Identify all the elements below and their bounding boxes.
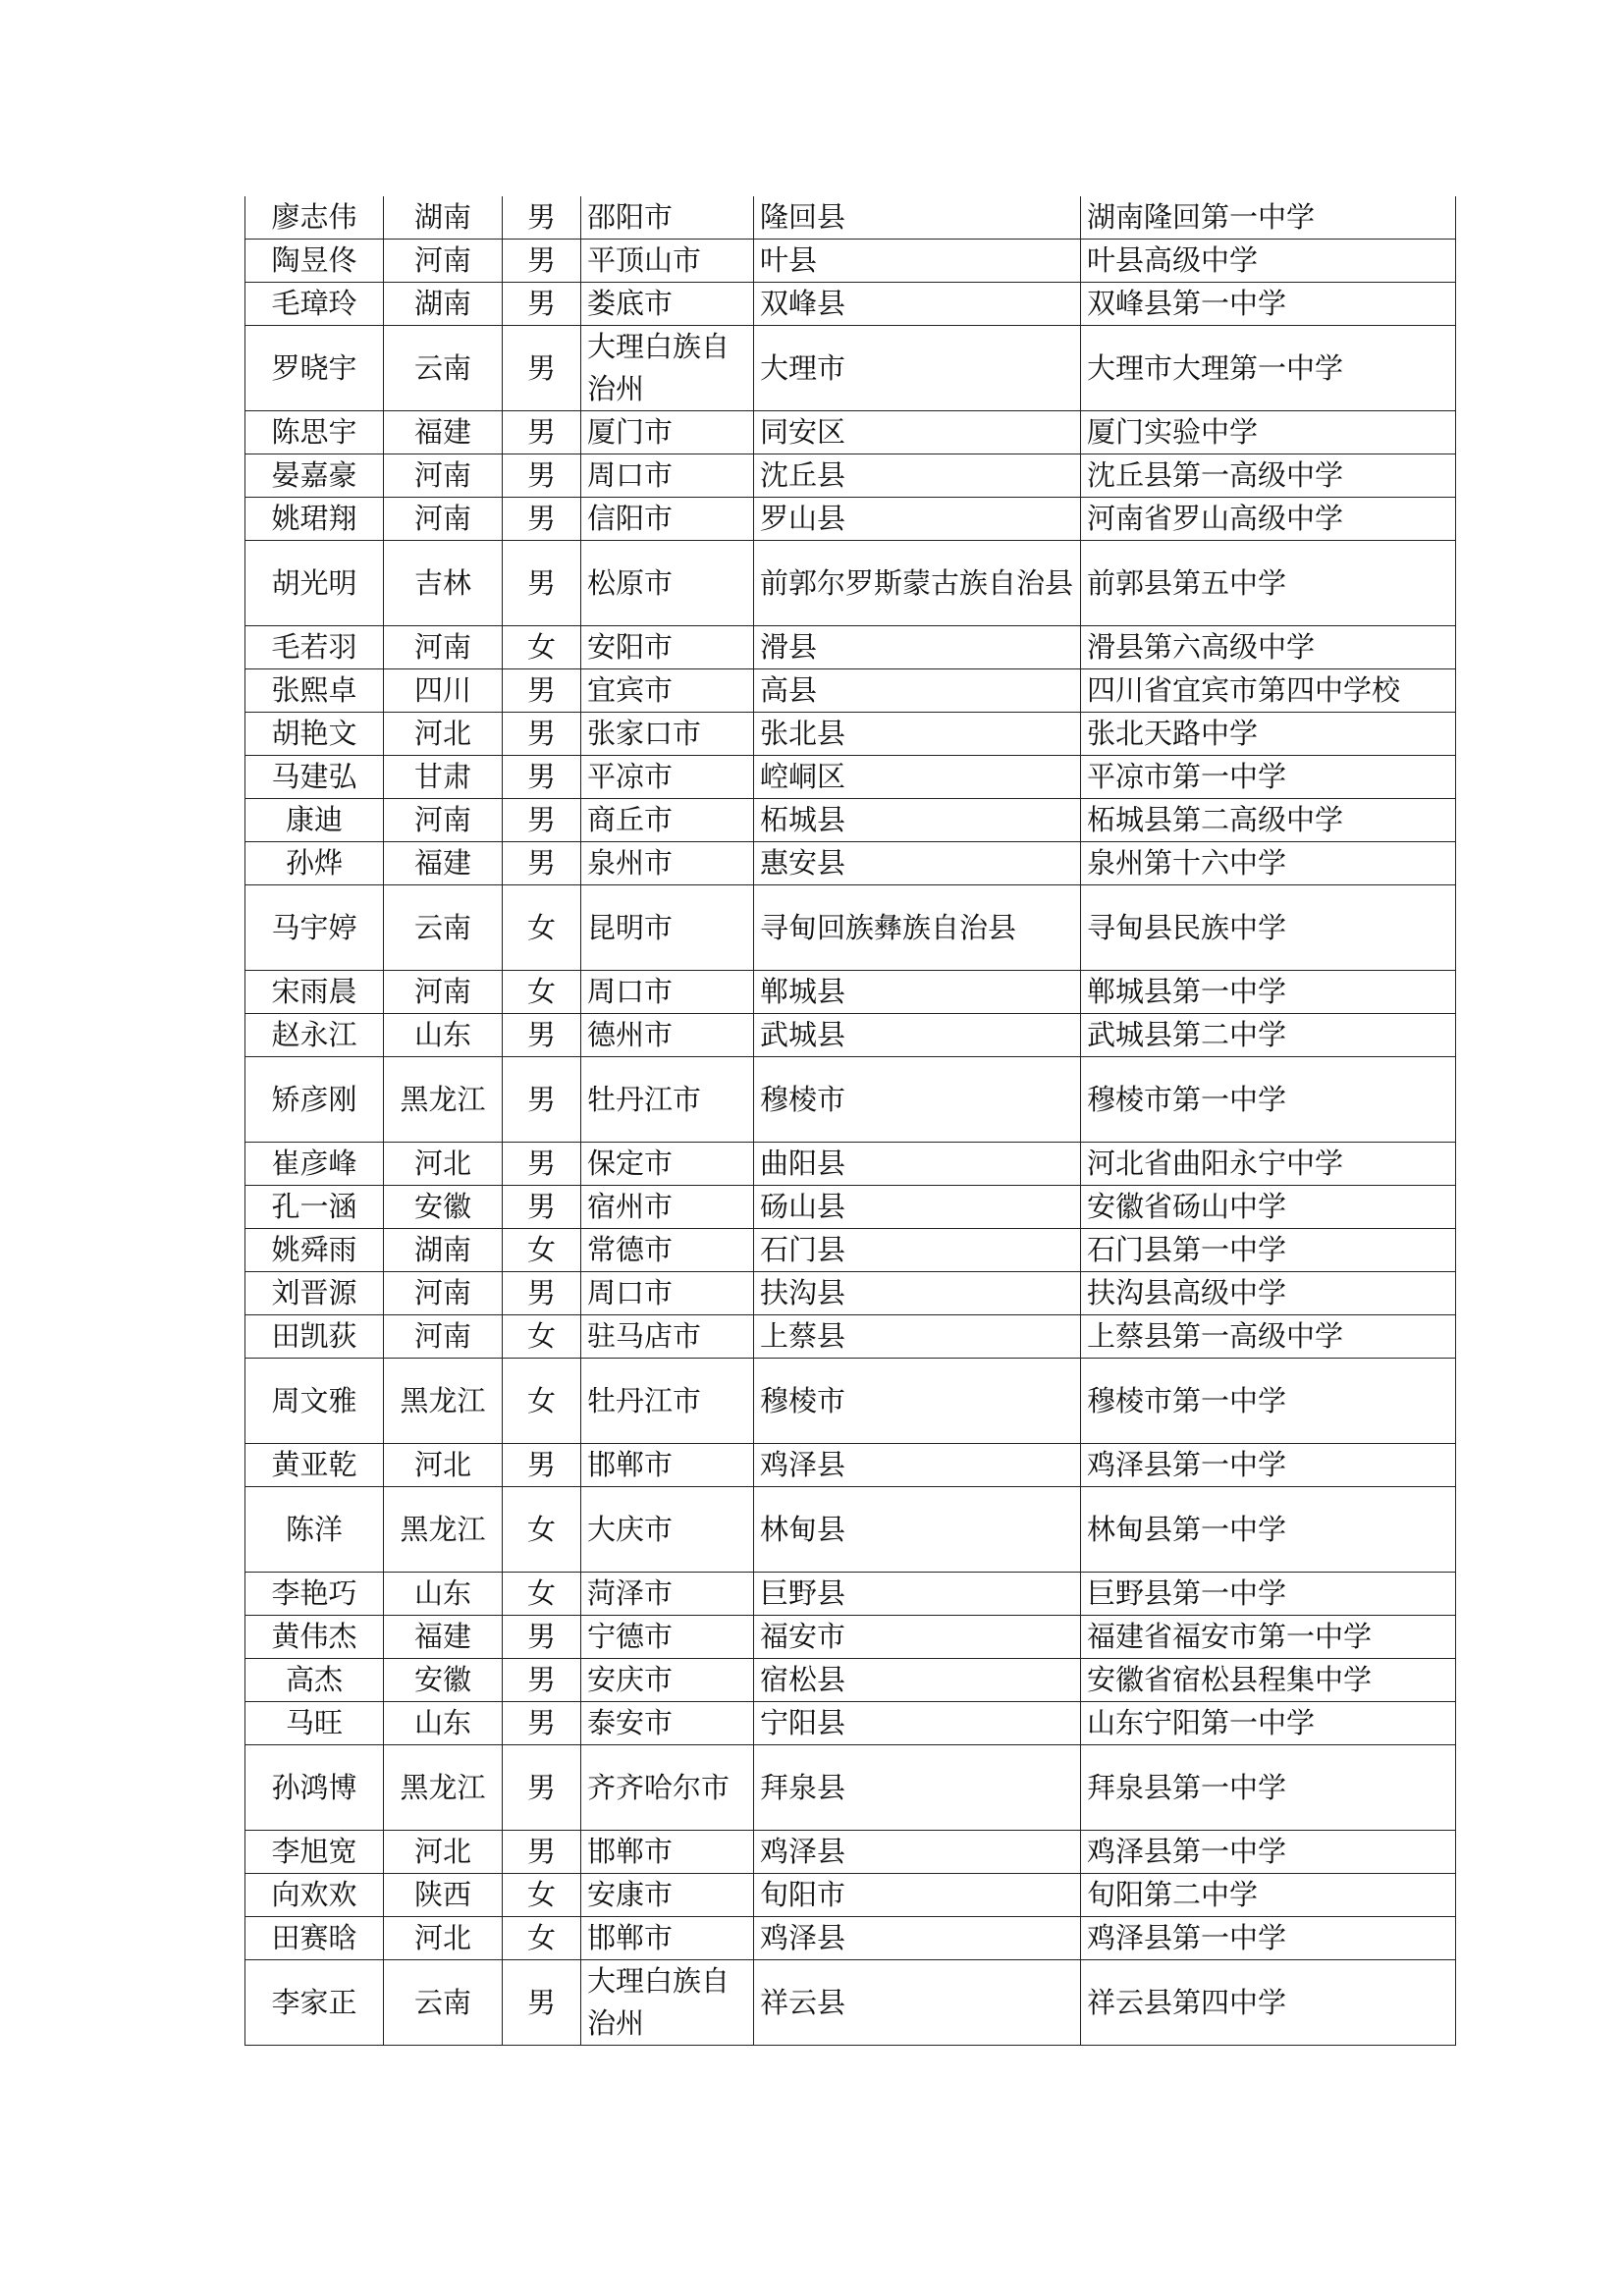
county-cell: 鸡泽县: [754, 1831, 1081, 1874]
city-cell: 宁德市: [581, 1616, 754, 1659]
gender-cell: 男: [503, 1659, 581, 1702]
name-cell: 陈洋: [245, 1487, 384, 1573]
school-cell: 拜泉县第一中学: [1081, 1745, 1456, 1831]
table-row: [245, 283, 1456, 326]
county-cell: 祥云县: [754, 1960, 1081, 2046]
province-cell: 黑龙江: [384, 1487, 503, 1573]
school-cell: 旬阳第二中学: [1081, 1874, 1456, 1917]
table-row: [245, 1917, 1456, 1960]
city-cell: 泰安市: [581, 1702, 754, 1745]
province-cell: 河北: [384, 1444, 503, 1487]
city-cell: 周口市: [581, 971, 754, 1014]
province-cell: 湖南: [384, 283, 503, 326]
county-cell: 寻甸回族彝族自治县: [754, 885, 1081, 971]
city-cell: 昆明市: [581, 885, 754, 971]
gender-cell: 女: [503, 1874, 581, 1917]
name-cell: 周文雅: [245, 1359, 384, 1444]
name-cell: 陶昱佟: [245, 240, 384, 283]
name-cell: 胡光明: [245, 541, 384, 626]
county-cell: 隆回县: [754, 196, 1081, 240]
city-cell: 牡丹江市: [581, 1359, 754, 1444]
table-row: [245, 1831, 1456, 1874]
table-row: [245, 1359, 1456, 1444]
name-cell: 马旺: [245, 1702, 384, 1745]
county-cell: 前郭尔罗斯蒙古族自治县: [754, 541, 1081, 626]
school-cell: 祥云县第四中学: [1081, 1960, 1456, 2046]
county-cell: 叶县: [754, 240, 1081, 283]
province-cell: 四川: [384, 669, 503, 713]
school-cell: 寻甸县民族中学: [1081, 885, 1456, 971]
roster-body: [245, 196, 1456, 2046]
student-roster-table: [244, 196, 1456, 2046]
province-cell: 河南: [384, 240, 503, 283]
gender-cell: 女: [503, 1315, 581, 1359]
school-cell: 前郭县第五中学: [1081, 541, 1456, 626]
province-cell: 黑龙江: [384, 1057, 503, 1143]
city-cell: 平顶山市: [581, 240, 754, 283]
school-cell: 湖南隆回第一中学: [1081, 196, 1456, 240]
name-cell: 高杰: [245, 1659, 384, 1702]
city-cell: 安庆市: [581, 1659, 754, 1702]
table-row: [245, 1186, 1456, 1229]
name-cell: 毛若羽: [245, 626, 384, 669]
county-cell: 穆棱市: [754, 1057, 1081, 1143]
name-cell: 黄亚乾: [245, 1444, 384, 1487]
province-cell: 河南: [384, 626, 503, 669]
school-cell: 张北天路中学: [1081, 713, 1456, 756]
province-cell: 河南: [384, 498, 503, 541]
name-cell: 罗晓宇: [245, 326, 384, 411]
county-cell: 林甸县: [754, 1487, 1081, 1573]
school-cell: 鸡泽县第一中学: [1081, 1831, 1456, 1874]
county-cell: 罗山县: [754, 498, 1081, 541]
name-cell: 毛璋玲: [245, 283, 384, 326]
county-cell: 拜泉县: [754, 1745, 1081, 1831]
county-cell: 崆峒区: [754, 756, 1081, 799]
county-cell: 惠安县: [754, 842, 1081, 885]
county-cell: 宁阳县: [754, 1702, 1081, 1745]
county-cell: 同安区: [754, 411, 1081, 454]
gender-cell: 男: [503, 1444, 581, 1487]
table-row: [245, 1616, 1456, 1659]
city-cell: 齐齐哈尔市: [581, 1745, 754, 1831]
school-cell: 四川省宜宾市第四中学校: [1081, 669, 1456, 713]
province-cell: 河北: [384, 713, 503, 756]
table-row: [245, 1057, 1456, 1143]
name-cell: 晏嘉豪: [245, 454, 384, 498]
school-cell: 厦门实验中学: [1081, 411, 1456, 454]
name-cell: 马建弘: [245, 756, 384, 799]
table-row: [245, 971, 1456, 1014]
table-row: [245, 1014, 1456, 1057]
table-row: [245, 1702, 1456, 1745]
city-cell: 宜宾市: [581, 669, 754, 713]
county-cell: 宿松县: [754, 1659, 1081, 1702]
table-row: [245, 454, 1456, 498]
gender-cell: 男: [503, 713, 581, 756]
name-cell: 田赛晗: [245, 1917, 384, 1960]
name-cell: 孙烨: [245, 842, 384, 885]
table-row: [245, 799, 1456, 842]
province-cell: 云南: [384, 326, 503, 411]
city-cell: 大理白族自治州: [581, 326, 754, 411]
gender-cell: 男: [503, 1702, 581, 1745]
school-cell: 郸城县第一中学: [1081, 971, 1456, 1014]
gender-cell: 男: [503, 1960, 581, 2046]
name-cell: 孙鸿博: [245, 1745, 384, 1831]
gender-cell: 男: [503, 411, 581, 454]
province-cell: 河南: [384, 1315, 503, 1359]
name-cell: 张熙卓: [245, 669, 384, 713]
province-cell: 河北: [384, 1143, 503, 1186]
province-cell: 河南: [384, 1272, 503, 1315]
province-cell: 福建: [384, 411, 503, 454]
city-cell: 菏泽市: [581, 1573, 754, 1616]
county-cell: 鸡泽县: [754, 1917, 1081, 1960]
gender-cell: 男: [503, 669, 581, 713]
county-cell: 武城县: [754, 1014, 1081, 1057]
name-cell: 田凯荻: [245, 1315, 384, 1359]
city-cell: 邵阳市: [581, 196, 754, 240]
name-cell: 孔一涵: [245, 1186, 384, 1229]
city-cell: 松原市: [581, 541, 754, 626]
gender-cell: 男: [503, 454, 581, 498]
city-cell: 驻马店市: [581, 1315, 754, 1359]
gender-cell: 男: [503, 240, 581, 283]
name-cell: 矫彦刚: [245, 1057, 384, 1143]
table-row: [245, 1315, 1456, 1359]
table-row: [245, 713, 1456, 756]
table-row: [245, 1444, 1456, 1487]
province-cell: 山东: [384, 1702, 503, 1745]
name-cell: 姚珺翔: [245, 498, 384, 541]
name-cell: 姚舜雨: [245, 1229, 384, 1272]
name-cell: 刘晋源: [245, 1272, 384, 1315]
table-row: [245, 1487, 1456, 1573]
school-cell: 武城县第二中学: [1081, 1014, 1456, 1057]
city-cell: 德州市: [581, 1014, 754, 1057]
gender-cell: 男: [503, 1014, 581, 1057]
county-cell: 曲阳县: [754, 1143, 1081, 1186]
school-cell: 沈丘县第一高级中学: [1081, 454, 1456, 498]
province-cell: 山东: [384, 1014, 503, 1057]
table-row: [245, 1960, 1456, 2046]
gender-cell: 女: [503, 1487, 581, 1573]
gender-cell: 男: [503, 1057, 581, 1143]
gender-cell: 男: [503, 196, 581, 240]
name-cell: 康迪: [245, 799, 384, 842]
gender-cell: 女: [503, 1573, 581, 1616]
table-row: [245, 885, 1456, 971]
county-cell: 扶沟县: [754, 1272, 1081, 1315]
table-row: [245, 842, 1456, 885]
city-cell: 邯郸市: [581, 1444, 754, 1487]
table-row: [245, 1874, 1456, 1917]
table-row: [245, 541, 1456, 626]
gender-cell: 男: [503, 1616, 581, 1659]
table-row: [245, 1229, 1456, 1272]
name-cell: 黄伟杰: [245, 1616, 384, 1659]
county-cell: 旬阳市: [754, 1874, 1081, 1917]
province-cell: 黑龙江: [384, 1359, 503, 1444]
table-row: [245, 196, 1456, 240]
city-cell: 泉州市: [581, 842, 754, 885]
table-row: [245, 1143, 1456, 1186]
city-cell: 平凉市: [581, 756, 754, 799]
school-cell: 山东宁阳第一中学: [1081, 1702, 1456, 1745]
city-cell: 邯郸市: [581, 1917, 754, 1960]
city-cell: 安阳市: [581, 626, 754, 669]
table-row: [245, 326, 1456, 411]
province-cell: 河北: [384, 1831, 503, 1874]
school-cell: 鸡泽县第一中学: [1081, 1917, 1456, 1960]
school-cell: 安徽省宿松县程集中学: [1081, 1659, 1456, 1702]
county-cell: 张北县: [754, 713, 1081, 756]
county-cell: 郸城县: [754, 971, 1081, 1014]
province-cell: 黑龙江: [384, 1745, 503, 1831]
name-cell: 赵永江: [245, 1014, 384, 1057]
gender-cell: 男: [503, 326, 581, 411]
school-cell: 福建省福安市第一中学: [1081, 1616, 1456, 1659]
school-cell: 林甸县第一中学: [1081, 1487, 1456, 1573]
table-row: [245, 626, 1456, 669]
gender-cell: 女: [503, 1359, 581, 1444]
county-cell: 福安市: [754, 1616, 1081, 1659]
gender-cell: 女: [503, 885, 581, 971]
gender-cell: 男: [503, 1831, 581, 1874]
city-cell: 周口市: [581, 454, 754, 498]
province-cell: 安徽: [384, 1659, 503, 1702]
province-cell: 云南: [384, 1960, 503, 2046]
name-cell: 马宇婷: [245, 885, 384, 971]
city-cell: 大庆市: [581, 1487, 754, 1573]
gender-cell: 男: [503, 283, 581, 326]
county-cell: 大理市: [754, 326, 1081, 411]
county-cell: 柘城县: [754, 799, 1081, 842]
city-cell: 保定市: [581, 1143, 754, 1186]
county-cell: 沈丘县: [754, 454, 1081, 498]
table-row: [245, 1745, 1456, 1831]
gender-cell: 女: [503, 971, 581, 1014]
gender-cell: 男: [503, 541, 581, 626]
school-cell: 河北省曲阳永宁中学: [1081, 1143, 1456, 1186]
table-row: [245, 756, 1456, 799]
county-cell: 高县: [754, 669, 1081, 713]
gender-cell: 男: [503, 1745, 581, 1831]
table-row: [245, 1573, 1456, 1616]
gender-cell: 男: [503, 756, 581, 799]
school-cell: 穆棱市第一中学: [1081, 1359, 1456, 1444]
city-cell: 安康市: [581, 1874, 754, 1917]
county-cell: 双峰县: [754, 283, 1081, 326]
county-cell: 砀山县: [754, 1186, 1081, 1229]
name-cell: 向欢欢: [245, 1874, 384, 1917]
gender-cell: 男: [503, 498, 581, 541]
school-cell: 安徽省砀山中学: [1081, 1186, 1456, 1229]
province-cell: 河南: [384, 971, 503, 1014]
school-cell: 柘城县第二高级中学: [1081, 799, 1456, 842]
table-row: [245, 240, 1456, 283]
city-cell: 娄底市: [581, 283, 754, 326]
school-cell: 鸡泽县第一中学: [1081, 1444, 1456, 1487]
name-cell: 李旭宽: [245, 1831, 384, 1874]
province-cell: 甘肃: [384, 756, 503, 799]
city-cell: 大理白族自治州: [581, 1960, 754, 2046]
gender-cell: 女: [503, 1229, 581, 1272]
school-cell: 石门县第一中学: [1081, 1229, 1456, 1272]
school-cell: 上蔡县第一高级中学: [1081, 1315, 1456, 1359]
county-cell: 上蔡县: [754, 1315, 1081, 1359]
gender-cell: 男: [503, 799, 581, 842]
city-cell: 张家口市: [581, 713, 754, 756]
table-row: [245, 669, 1456, 713]
province-cell: 湖南: [384, 1229, 503, 1272]
school-cell: 双峰县第一中学: [1081, 283, 1456, 326]
school-cell: 滑县第六高级中学: [1081, 626, 1456, 669]
city-cell: 邯郸市: [581, 1831, 754, 1874]
city-cell: 常德市: [581, 1229, 754, 1272]
table-row: [245, 1659, 1456, 1702]
county-cell: 穆棱市: [754, 1359, 1081, 1444]
school-cell: 叶县高级中学: [1081, 240, 1456, 283]
gender-cell: 男: [503, 1143, 581, 1186]
city-cell: 周口市: [581, 1272, 754, 1315]
name-cell: 宋雨晨: [245, 971, 384, 1014]
school-cell: 扶沟县高级中学: [1081, 1272, 1456, 1315]
gender-cell: 女: [503, 626, 581, 669]
city-cell: 牡丹江市: [581, 1057, 754, 1143]
province-cell: 吉林: [384, 541, 503, 626]
province-cell: 福建: [384, 842, 503, 885]
name-cell: 廖志伟: [245, 196, 384, 240]
county-cell: 巨野县: [754, 1573, 1081, 1616]
county-cell: 滑县: [754, 626, 1081, 669]
province-cell: 山东: [384, 1573, 503, 1616]
name-cell: 李家正: [245, 1960, 384, 2046]
province-cell: 河北: [384, 1917, 503, 1960]
table-row: [245, 411, 1456, 454]
school-cell: 平凉市第一中学: [1081, 756, 1456, 799]
school-cell: 穆棱市第一中学: [1081, 1057, 1456, 1143]
city-cell: 信阳市: [581, 498, 754, 541]
gender-cell: 男: [503, 1272, 581, 1315]
province-cell: 云南: [384, 885, 503, 971]
school-cell: 泉州第十六中学: [1081, 842, 1456, 885]
province-cell: 湖南: [384, 196, 503, 240]
city-cell: 商丘市: [581, 799, 754, 842]
city-cell: 厦门市: [581, 411, 754, 454]
school-cell: 河南省罗山高级中学: [1081, 498, 1456, 541]
gender-cell: 男: [503, 842, 581, 885]
province-cell: 河南: [384, 799, 503, 842]
table-row: [245, 1272, 1456, 1315]
school-cell: 巨野县第一中学: [1081, 1573, 1456, 1616]
name-cell: 胡艳文: [245, 713, 384, 756]
name-cell: 李艳巧: [245, 1573, 384, 1616]
name-cell: 陈思宇: [245, 411, 384, 454]
gender-cell: 女: [503, 1917, 581, 1960]
school-cell: 大理市大理第一中学: [1081, 326, 1456, 411]
table-row: [245, 498, 1456, 541]
province-cell: 河南: [384, 454, 503, 498]
province-cell: 安徽: [384, 1186, 503, 1229]
gender-cell: 男: [503, 1186, 581, 1229]
province-cell: 陕西: [384, 1874, 503, 1917]
name-cell: 崔彦峰: [245, 1143, 384, 1186]
city-cell: 宿州市: [581, 1186, 754, 1229]
county-cell: 石门县: [754, 1229, 1081, 1272]
province-cell: 福建: [384, 1616, 503, 1659]
county-cell: 鸡泽县: [754, 1444, 1081, 1487]
